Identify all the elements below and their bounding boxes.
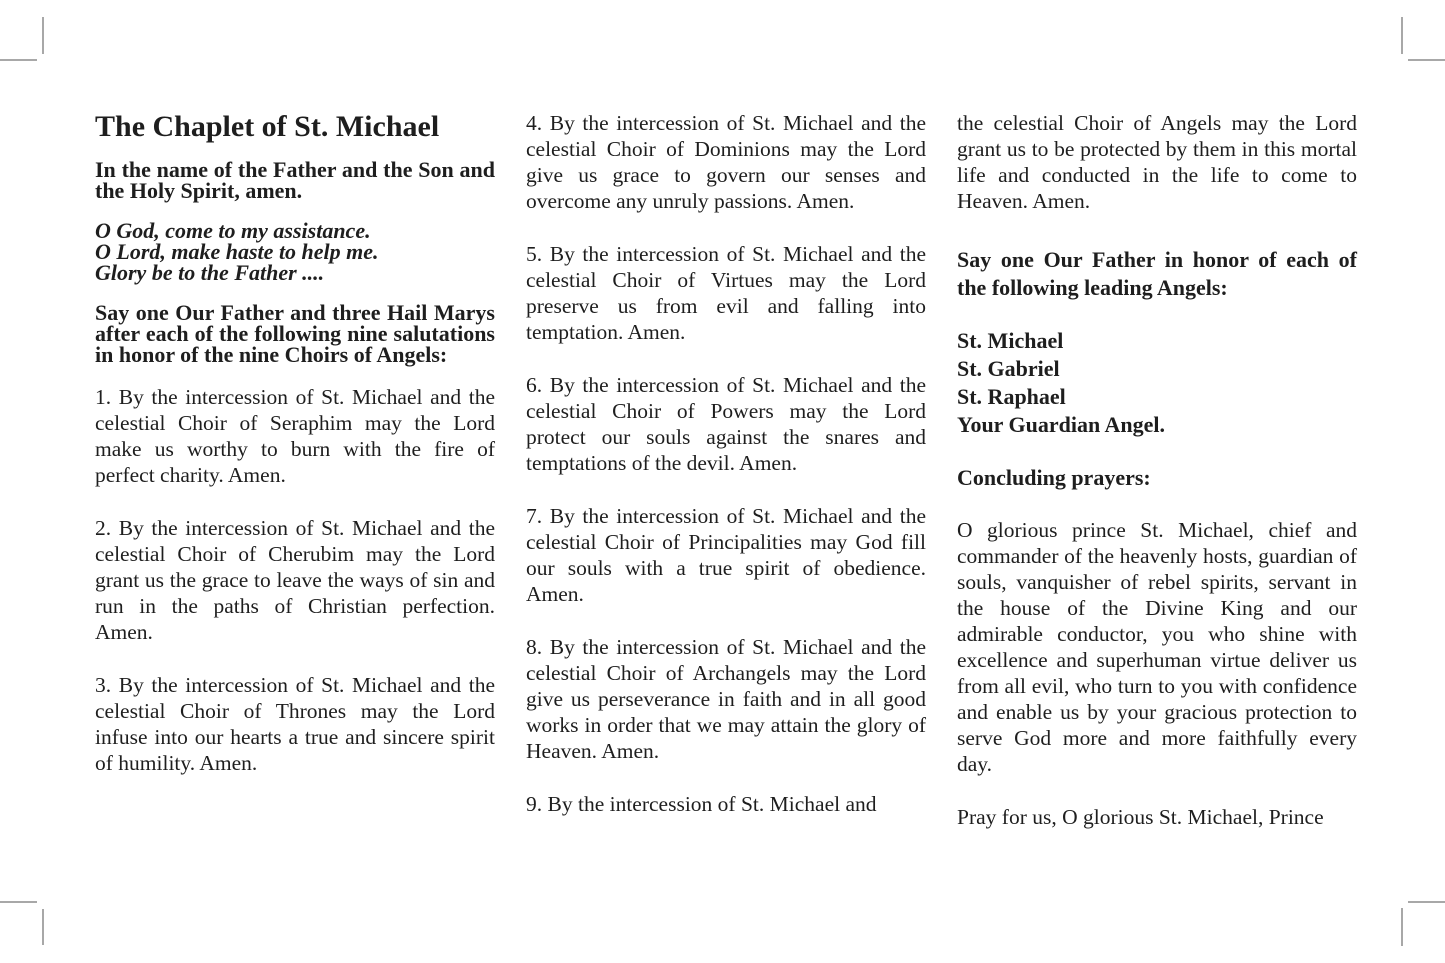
salutation-7: 7. By the intercession of St. Michael and the celestial Choir of Principalities may God fill our souls with a true spirit of obedience. Amen. — [526, 504, 926, 606]
crop-mark-top-left-horizontal — [0, 59, 37, 61]
concluding-prayer: O glorious prince St. Michael, chief and commander of the heavenly hosts, guardian of souls, vanquisher of rebel spirits, servant in the house of the Divine King and our admirable conductor, you who shine with excellence and superhuman virtue deliver us from all evil, who turn to you with confidence and enable us by your gracious protection to serve God more and more faithfully every day. — [957, 518, 1357, 776]
column-3 — [957, 110, 1357, 830]
column-1 — [95, 110, 495, 830]
angel-name: St. Gabriel — [957, 356, 1060, 381]
salutation-1: 1. By the intercession of St. Michael and the celestial Choir of Seraphim may the Lord make us worthy to burn with the fire of perfect charity. Amen. — [95, 385, 495, 487]
salutation-8: 8. By the intercession of St. Michael and the celestial Choir of Archangels may the Lord give us perseverance in faith and in all good works in order that we may attain the glory of Heaven. Amen. — [526, 635, 926, 763]
angel-name: St. Raphael — [957, 384, 1066, 409]
crop-mark-top-left-vertical — [42, 17, 44, 54]
angel-name: Your Guardian Angel. — [957, 412, 1166, 437]
salutation-5: 5. By the intercession of St. Michael and the celestial Choir of Virtues may the Lord preserve us from evil and falling into temptation. Amen. — [526, 242, 926, 344]
crop-mark-bottom-right-vertical — [1401, 908, 1403, 946]
crop-mark-top-right-horizontal — [1408, 59, 1445, 61]
pray-for-us-line: Pray for us, O glorious St. Michael, Prince — [957, 805, 1324, 829]
salutation-2: 2. By the intercession of St. Michael and the celestial Choir of Cherubim may the Lord grant us the grace to leave the ways of sin and run in the paths of Christian perfection. Amen. — [95, 516, 495, 644]
our-father-instruction: Say one Our Father in honor of each of the following leading Angels: — [957, 247, 1357, 300]
concluding-prayers-heading: Concluding prayers: — [957, 465, 1151, 490]
salutation-3: 3. By the intercession of St. Michael and the celestial Choir of Thrones may the Lord infuse into our hearts a true and sincere spirit of humility. Amen. — [95, 673, 495, 775]
crop-mark-bottom-left-vertical — [42, 909, 44, 945]
angel-name: St. Michael — [957, 328, 1064, 353]
three-column-text — [95, 110, 1357, 830]
invocation-line: Glory be to the Father .... — [95, 260, 325, 285]
crop-mark-bottom-left-horizontal — [0, 901, 37, 903]
salutation-9-part-1: 9. By the intercession of St. Michael and — [526, 792, 877, 816]
salutation-4: 4. By the intercession of St. Michael and the celestial Choir of Dominions may the Lord give us grace to govern our senses and overcome any unruly passions. Amen. — [526, 111, 926, 213]
leading-angels-list — [957, 327, 1357, 439]
sign-of-the-cross: In the name of the Father and the Son and the Holy Spirit, amen. — [95, 157, 495, 203]
opening-invocation-lines — [95, 220, 495, 283]
salutation-9-part-2: the celestial Choir of Angels may the Lord grant us to be protected by them in this mortal life and conducted in the life to come to Heaven. Amen. — [957, 111, 1357, 213]
salutation-6: 6. By the intercession of St. Michael and the celestial Choir of Powers may the Lord protect our souls against the snares and temptations of the devil. Amen. — [526, 373, 926, 475]
column-2 — [526, 110, 926, 830]
page-title: The Chaplet of St. Michael — [95, 110, 440, 143]
crop-mark-bottom-right-horizontal — [1408, 901, 1445, 903]
invocation-line: O Lord, make haste to help me. — [95, 239, 379, 264]
invocation-line: O God, come to my assistance. — [95, 218, 371, 243]
salutation-instruction: Say one Our Father and three Hail Marys after each of the following nine salutations in honor of the nine Choirs of Angels: — [95, 300, 495, 367]
crop-mark-top-right-vertical — [1401, 17, 1403, 54]
